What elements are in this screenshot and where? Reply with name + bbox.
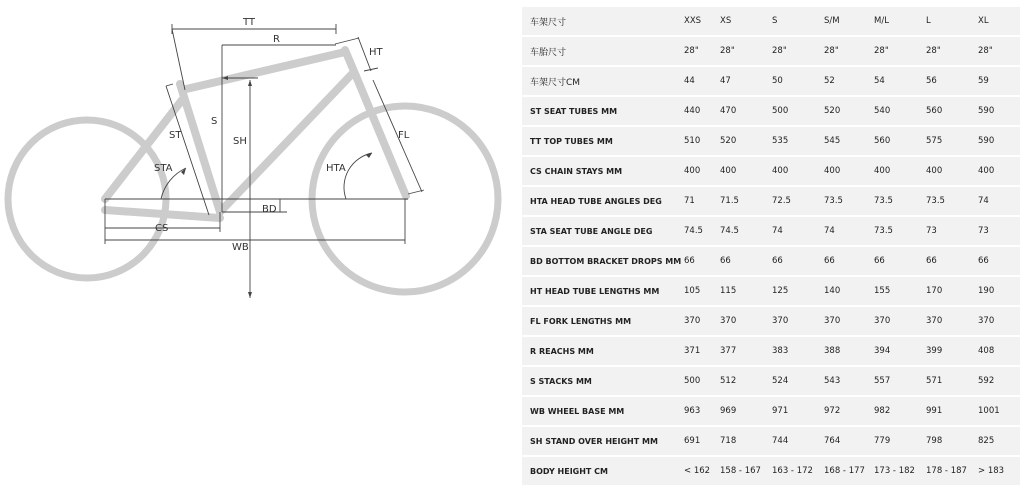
- table-row: [522, 127, 1020, 155]
- table-cell: 74: [978, 187, 1020, 215]
- table-cell: 470: [720, 97, 772, 125]
- table-cell: 72.5: [772, 187, 824, 215]
- table-cell: 52: [824, 67, 874, 95]
- table-cell: 512: [720, 367, 772, 395]
- row-label: FL FORK LENGTHS MM: [522, 307, 684, 335]
- table-cell: 28": [874, 37, 926, 65]
- table-cell: 400: [824, 157, 874, 185]
- table-row: [522, 397, 1020, 425]
- table-cell: 54: [874, 67, 926, 95]
- table-row: [522, 277, 1020, 305]
- table-cell: 71.5: [720, 187, 772, 215]
- table-cell: 718: [720, 427, 772, 455]
- table-cell: 158 - 167: [720, 457, 772, 485]
- table-cell: 170: [926, 277, 978, 305]
- table-cell: 28": [824, 37, 874, 65]
- wb-label: WB: [232, 242, 249, 253]
- geometry-spec-table: [522, 5, 1020, 487]
- row-label: TT TOP TUBES MM: [522, 127, 684, 155]
- size-header: XXS: [684, 7, 720, 35]
- table-cell: 400: [874, 157, 926, 185]
- table-cell: 66: [874, 247, 926, 275]
- table-cell: 394: [874, 337, 926, 365]
- table-cell: 571: [926, 367, 978, 395]
- table-cell: 66: [772, 247, 824, 275]
- seat-tube: [180, 84, 220, 212]
- table-cell: 764: [824, 427, 874, 455]
- table-cell: 963: [684, 397, 720, 425]
- hta-label: HTA: [326, 163, 346, 174]
- bd-label: BD: [262, 204, 277, 215]
- row-label: BD BOTTOM BRACKET DROPS MM: [522, 247, 684, 275]
- table-cell: 370: [874, 307, 926, 335]
- table-cell: 163 - 172: [772, 457, 824, 485]
- table-cell: 28": [926, 37, 978, 65]
- table-cell: 74.5: [684, 217, 720, 245]
- table-cell: 400: [926, 157, 978, 185]
- table-cell: 178 - 187: [926, 457, 978, 485]
- table-cell: 575: [926, 127, 978, 155]
- table-cell: 825: [978, 427, 1020, 455]
- table-cell: 540: [874, 97, 926, 125]
- table-cell: 73: [978, 217, 1020, 245]
- head-tube: [345, 50, 356, 76]
- table-cell: 520: [720, 127, 772, 155]
- size-header: L: [926, 7, 978, 35]
- table-cell: 510: [684, 127, 720, 155]
- table-cell: 370: [978, 307, 1020, 335]
- table-cell: 28": [684, 37, 720, 65]
- table-cell: 971: [772, 397, 824, 425]
- table-cell: 545: [824, 127, 874, 155]
- table-row: [522, 247, 1020, 275]
- table-row: [522, 367, 1020, 395]
- table-cell: 388: [824, 337, 874, 365]
- table-cell: 371: [684, 337, 720, 365]
- table-cell: 50: [772, 67, 824, 95]
- table-cell: 28": [720, 37, 772, 65]
- size-header: S/M: [824, 7, 874, 35]
- top-tube: [182, 52, 345, 90]
- st-label: ST: [169, 130, 182, 141]
- table-cell: > 183: [978, 457, 1020, 485]
- row-label: 车架尺寸CM: [522, 67, 684, 95]
- table-cell: 1001: [978, 397, 1020, 425]
- table-cell: 691: [684, 427, 720, 455]
- table-cell: 73.5: [926, 187, 978, 215]
- size-header: XL: [978, 7, 1020, 35]
- table-cell: 500: [684, 367, 720, 395]
- table-row: [522, 157, 1020, 185]
- ht-dimension-line: [335, 38, 359, 44]
- table-cell: 590: [978, 127, 1020, 155]
- table-cell: 440: [684, 97, 720, 125]
- table-cell: 557: [874, 367, 926, 395]
- table-cell: 543: [824, 367, 874, 395]
- table-row: [522, 97, 1020, 125]
- table-cell: < 162: [684, 457, 720, 485]
- table-cell: 408: [978, 337, 1020, 365]
- table-cell: 28": [772, 37, 824, 65]
- table-row: [522, 37, 1020, 65]
- table-cell: 400: [978, 157, 1020, 185]
- table-cell: 125: [772, 277, 824, 305]
- cs-label: CS: [155, 223, 169, 234]
- table-row: [522, 187, 1020, 215]
- table-cell: 370: [824, 307, 874, 335]
- table-cell: 74.5: [720, 217, 772, 245]
- row-label: BODY HEIGHT CM: [522, 457, 684, 485]
- row-label: S STACKS MM: [522, 367, 684, 395]
- table-row: [522, 67, 1020, 95]
- table-cell: 982: [874, 397, 926, 425]
- table-cell: 400: [772, 157, 824, 185]
- row-label: CS CHAIN STAYS MM: [522, 157, 684, 185]
- sta-label: STA: [154, 163, 173, 174]
- table-cell: 400: [684, 157, 720, 185]
- table-cell: 173 - 182: [874, 457, 926, 485]
- seat-stay: [105, 100, 182, 199]
- r-label: R: [273, 34, 280, 45]
- table-cell: 400: [720, 157, 772, 185]
- row-label: STA SEAT TUBE ANGLE DEG: [522, 217, 684, 245]
- table-header-row: [522, 7, 1020, 35]
- table-cell: 399: [926, 337, 978, 365]
- row-label: ST SEAT TUBES MM: [522, 97, 684, 125]
- hta-angle-arc: [344, 153, 372, 199]
- table-cell: 535: [772, 127, 824, 155]
- row-label: HT HEAD TUBE LENGTHS MM: [522, 277, 684, 305]
- table-cell: 28": [978, 37, 1020, 65]
- bike-geometry-diagram: [0, 0, 510, 488]
- row-label: WB WHEEL BASE MM: [522, 397, 684, 425]
- table-cell: 56: [926, 67, 978, 95]
- table-cell: 66: [926, 247, 978, 275]
- fl-label: FL: [398, 130, 410, 141]
- table-cell: 190: [978, 277, 1020, 305]
- table-cell: 560: [874, 127, 926, 155]
- table-cell: 73.5: [874, 187, 926, 215]
- table-cell: 779: [874, 427, 926, 455]
- table-cell: 74: [824, 217, 874, 245]
- table-row: [522, 217, 1020, 245]
- table-cell: 66: [684, 247, 720, 275]
- table-cell: 969: [720, 397, 772, 425]
- ht-label: HT: [369, 47, 383, 58]
- table-row: [522, 427, 1020, 455]
- table-cell: 115: [720, 277, 772, 305]
- table-cell: 744: [772, 427, 824, 455]
- table-cell: 383: [772, 337, 824, 365]
- table-cell: 66: [824, 247, 874, 275]
- row-label: HTA HEAD TUBE ANGLES DEG: [522, 187, 684, 215]
- table-cell: 168 - 177: [824, 457, 874, 485]
- table-cell: 155: [874, 277, 926, 305]
- table-cell: 66: [978, 247, 1020, 275]
- bike-geometry-svg: [0, 0, 510, 488]
- table-cell: 524: [772, 367, 824, 395]
- table-cell: 74: [772, 217, 824, 245]
- table-cell: 73.5: [824, 187, 874, 215]
- tt-label: TT: [243, 17, 256, 28]
- row-label: R REACHS MM: [522, 337, 684, 365]
- table-cell: 377: [720, 337, 772, 365]
- table-row: [522, 337, 1020, 365]
- table-cell: 73: [926, 217, 978, 245]
- chain-stay: [105, 210, 220, 218]
- table-row: [522, 307, 1020, 335]
- header-label: 车架尺寸: [522, 7, 684, 35]
- table-cell: 592: [978, 367, 1020, 395]
- table-cell: 73.5: [874, 217, 926, 245]
- table-row: [522, 457, 1020, 485]
- table-cell: 370: [926, 307, 978, 335]
- table-cell: 590: [978, 97, 1020, 125]
- row-label: 车胎尺寸: [522, 37, 684, 65]
- table-cell: 370: [684, 307, 720, 335]
- size-header: XS: [720, 7, 772, 35]
- table-cell: 47: [720, 67, 772, 95]
- table-cell: 59: [978, 67, 1020, 95]
- table-cell: 500: [772, 97, 824, 125]
- table-cell: 520: [824, 97, 874, 125]
- table-cell: 560: [926, 97, 978, 125]
- table-cell: 972: [824, 397, 874, 425]
- size-header: M/L: [874, 7, 926, 35]
- row-label: SH STAND OVER HEIGHT MM: [522, 427, 684, 455]
- s-label: S: [211, 116, 218, 127]
- table-cell: 140: [824, 277, 874, 305]
- table-cell: 798: [926, 427, 978, 455]
- size-header: S: [772, 7, 824, 35]
- table-cell: 44: [684, 67, 720, 95]
- table-cell: 370: [772, 307, 824, 335]
- table-cell: 71: [684, 187, 720, 215]
- table-cell: 991: [926, 397, 978, 425]
- table-cell: 66: [720, 247, 772, 275]
- table-cell: 370: [720, 307, 772, 335]
- sh-label: SH: [233, 136, 247, 147]
- table-cell: 105: [684, 277, 720, 305]
